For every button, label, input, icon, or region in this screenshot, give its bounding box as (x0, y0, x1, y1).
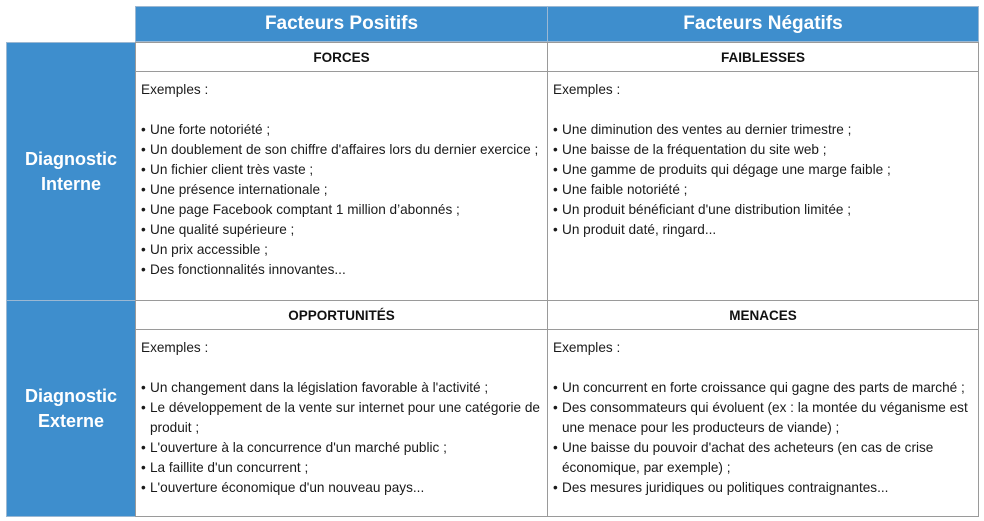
weaknesses-title: FAIBLESSES (547, 42, 979, 72)
bullet-icon: • (141, 262, 146, 277)
row-header-external-line2: Externe (37, 410, 105, 431)
strengths-content (135, 71, 548, 301)
list-item-text: Une gamme de produits qui dégage une marge faible ; (562, 162, 891, 177)
bullet-icon: • (553, 440, 558, 455)
strengths-title: FORCES (135, 42, 548, 72)
row-header-internal-line1: Diagnostic (24, 148, 117, 169)
threats-title: MENACES (547, 300, 979, 330)
list-item (140, 458, 543, 478)
list-item (552, 398, 974, 438)
bullet-icon: • (553, 182, 558, 197)
list-item (140, 260, 543, 280)
weaknesses-content (547, 71, 979, 301)
opportunities-content (135, 329, 548, 517)
column-header-negative: Facteurs Négatifs (547, 6, 979, 42)
list-item-text: La faillite d'un concurrent ; (150, 460, 309, 475)
threats-list (552, 378, 974, 498)
bullet-icon: • (141, 440, 146, 455)
list-item (552, 120, 974, 140)
bullet-icon: • (553, 162, 558, 177)
opportunities-intro: Exemples : (141, 340, 209, 355)
list-item (140, 478, 543, 498)
bullet-icon: • (141, 162, 146, 177)
list-item (552, 220, 974, 240)
bullet-icon: • (553, 142, 558, 157)
list-item-text: Des mesures juridiques ou politiques contraignantes... (562, 480, 889, 495)
bullet-icon: • (141, 480, 146, 495)
list-item-text: Un produit bénéficiant d'une distribution limitée ; (562, 202, 851, 217)
list-item-text: Un changement dans la législation favorable à l'activité ; (150, 380, 489, 395)
list-item (140, 120, 543, 140)
list-item (552, 140, 974, 160)
bullet-icon: • (141, 202, 146, 217)
list-item (140, 378, 543, 398)
list-item-text: L'ouverture à la concurrence d'un marché public ; (150, 440, 447, 455)
column-header-positive: Facteurs Positifs (135, 6, 548, 42)
row-header-external-line1: Diagnostic (24, 385, 117, 406)
list-item-text: Une page Facebook comptant 1 million d’abonnés ; (150, 202, 460, 217)
list-item (140, 140, 543, 160)
opportunities-title: OPPORTUNITÉS (135, 300, 548, 330)
list-item-text: Des consommateurs qui évoluent (ex : la montée du véganisme est une menace pour les producteurs de viande) ; (562, 400, 968, 435)
bullet-icon: • (553, 380, 558, 395)
list-item (552, 180, 974, 200)
bullet-icon: • (141, 142, 146, 157)
list-item (140, 398, 543, 438)
bullet-icon: • (553, 222, 558, 237)
bullet-icon: • (141, 242, 146, 257)
bullet-icon: • (141, 122, 146, 137)
row-header-internal (6, 42, 136, 301)
list-item-text: Un concurrent en forte croissance qui gagne des parts de marché ; (562, 380, 965, 395)
row-header-external (6, 300, 136, 517)
list-item (140, 220, 543, 240)
list-item-text: Des fonctionnalités innovantes... (150, 262, 346, 277)
list-item (140, 160, 543, 180)
list-item (552, 378, 974, 398)
list-item-text: Une forte notoriété ; (150, 122, 271, 137)
row-header-internal-line2: Interne (40, 173, 101, 194)
list-item-text: Un doublement de son chiffre d'affaires lors du dernier exercice ; (150, 142, 539, 157)
bullet-icon: • (553, 480, 558, 495)
list-item-text: Un produit daté, ringard... (562, 222, 717, 237)
list-item (552, 478, 974, 498)
weaknesses-list (552, 120, 974, 240)
list-item (552, 438, 974, 478)
list-item-text: Une baisse du pouvoir d'achat des acheteurs (en cas de crise économique, par exemple) ; (562, 440, 934, 475)
bullet-icon: • (141, 380, 146, 395)
list-item-text: L'ouverture économique d'un nouveau pays... (150, 480, 425, 495)
threats-content (547, 329, 979, 517)
list-item-text: Le développement de la vente sur internet pour une catégorie de produit ; (150, 400, 540, 435)
list-item-text: Une baisse de la fréquentation du site web ; (562, 142, 827, 157)
opportunities-list (140, 378, 543, 498)
list-item (552, 200, 974, 220)
bullet-icon: • (553, 202, 558, 217)
list-item-text: Une qualité supérieure ; (150, 222, 295, 237)
bullet-icon: • (141, 460, 146, 475)
list-item-text: Un fichier client très vaste ; (150, 162, 314, 177)
threats-intro: Exemples : (553, 340, 621, 355)
list-item (552, 160, 974, 180)
bullet-icon: • (553, 122, 558, 137)
list-item (140, 200, 543, 220)
bullet-icon: • (141, 182, 146, 197)
list-item-text: Un prix accessible ; (150, 242, 268, 257)
weaknesses-intro: Exemples : (553, 82, 621, 97)
strengths-intro: Exemples : (141, 82, 209, 97)
list-item (140, 180, 543, 200)
list-item (140, 240, 543, 260)
list-item-text: Une présence internationale ; (150, 182, 328, 197)
bullet-icon: • (553, 400, 558, 415)
bullet-icon: • (141, 222, 146, 237)
list-item-text: Une diminution des ventes au dernier trimestre ; (562, 122, 852, 137)
swot-table (6, 6, 979, 517)
bullet-icon: • (141, 400, 146, 415)
strengths-list (140, 120, 543, 280)
list-item-text: Une faible notoriété ; (562, 182, 688, 197)
list-item (140, 438, 543, 458)
